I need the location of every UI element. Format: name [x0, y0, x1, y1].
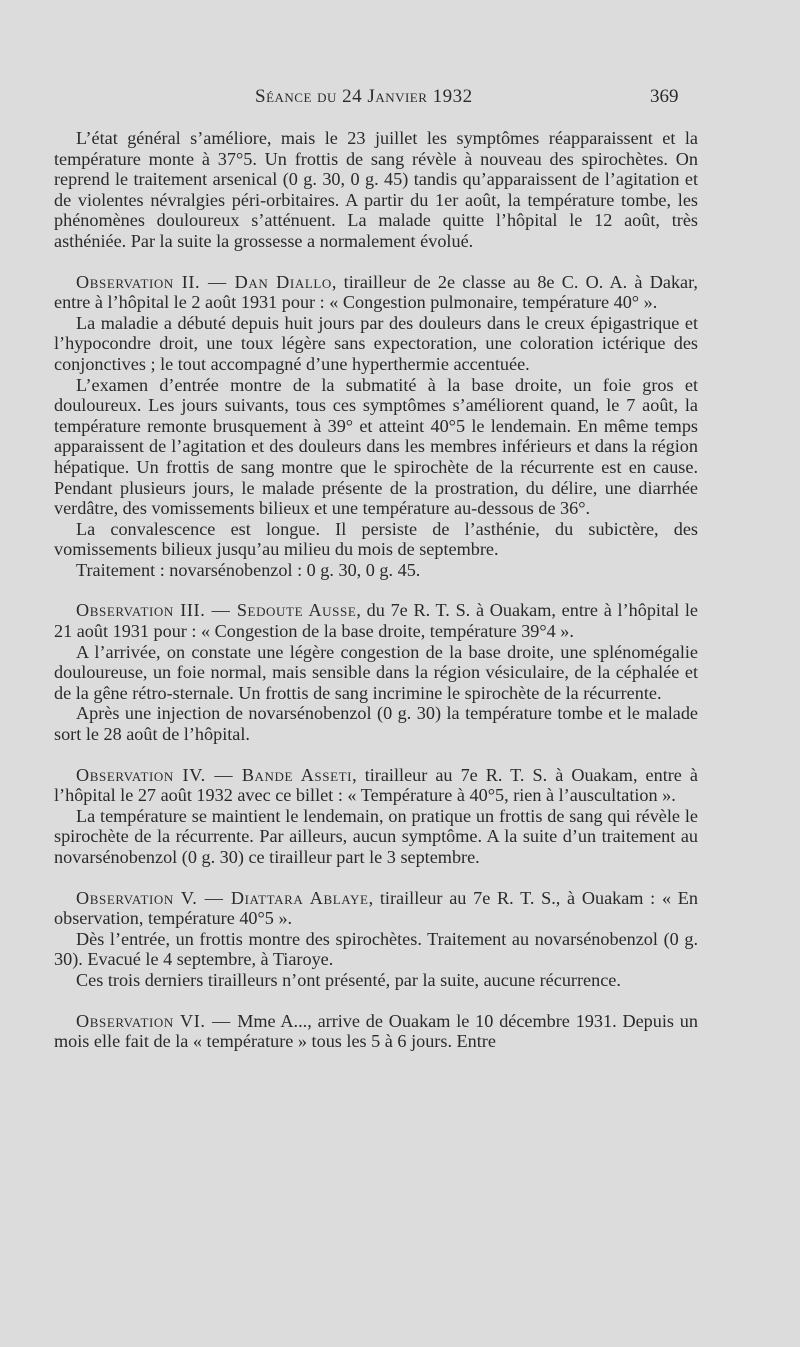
paragraph: Après une injection de novarsénobenzol (0 g. 30) la température tombe et le malade sort le 28 août de l’hôpital.: [54, 703, 698, 745]
observation-4-heading-paragraph: [54, 765, 698, 806]
page-header: [0, 86, 800, 116]
patient-name: Dan Diallo: [234, 271, 332, 292]
observation-label: Observation V. —: [76, 887, 231, 908]
observation-label: Observation IV. —: [76, 764, 242, 785]
observation-label: Observation VI. —: [76, 1010, 238, 1031]
patient-name: Diattara Ablaye: [230, 887, 369, 908]
observation-lead-text: , du 7e R. T. S. à Ouakam, entre à l’hôpital le 21 août 1931 pour : « Congestion de la base droite, température 39°4 ».: [54, 600, 699, 642]
observation-2-heading-paragraph: [54, 272, 698, 313]
observation-lead-text: , tirailleur au 7e R. T. S., à Ouakam : « En observation, température 40°5 ».: [54, 887, 698, 929]
observation-6-heading-paragraph: [54, 1011, 698, 1052]
body-text: [54, 128, 698, 1052]
observation-lead-text: Mme A..., arrive de Ouakam le 10 décembre 1931. Depuis un mois elle fait de la « température » tous les 5 à 6 jours. Entre: [54, 1010, 698, 1052]
paragraph: Traitement : novarsénobenzol : 0 g. 30, 0 g. 45.: [76, 559, 421, 580]
running-head: Séance du 24 Janvier 1932: [255, 86, 473, 107]
paragraph: Dès l’entrée, un frottis montre des spirochètes. Traitement au novarsénobenzol (0 g. 30). Evacué le 4 septembre, à Tiaroye.: [54, 928, 698, 970]
observation-5-heading-paragraph: [54, 888, 698, 929]
patient-name: Sedoute Ausse: [236, 600, 357, 621]
observation-lead-text: , tirailleur de 2e classe au 8e C. O. A. à Dakar, entre à l’hôpital le 2 août 1931 pour : « Congestion pulmonaire, température 40° ».: [54, 271, 698, 313]
observation-3-heading-paragraph: [54, 600, 698, 641]
paragraph: La maladie a débuté depuis huit jours par des douleurs dans le creux épigastrique et l’hypocondre droit, une toux légère sans expectoration, une coloration ictérique des conjonctives ; le tout accompagné d’une hyperthermie accentuée.: [54, 312, 698, 374]
observation-label: Observation II. —: [76, 271, 235, 292]
paragraph: La température se maintient le lendemain, on pratique un frottis de sang qui révèle le spirochète de la récurrente. Par ailleurs, aucun symptôme. A la suite d’un traitement au novarsénobenzol (0 g. 30) ce tirailleur part le 3 septembre.: [54, 805, 698, 867]
paragraph: La convalescence est longue. Il persiste de l’asthénie, du subictère, des vomissements bilieux jusqu’au milieu du mois de septembre.: [54, 518, 698, 560]
observation-lead-text: , tirailleur au 7e R. T. S. à Ouakam, entre à l’hôpital le 27 août 1932 avec ce billet : « Température à 40°5, rien à l’auscultation ».: [54, 764, 698, 806]
paragraph: A l’arrivée, on constate une légère congestion de la base droite, une splénomégalie douloureuse, un foie normal, mais sensible dans la région vésiculaire, de la céphalée et de la gêne rétro-sternale. Un frottis de sang incrimine le spirochète de la récurrente.: [54, 641, 698, 703]
page-number: 369: [650, 86, 679, 107]
paragraph: Ces trois derniers tirailleurs n’ont présenté, par la suite, aucune récurrence.: [76, 969, 621, 990]
patient-name: Bande Asseti: [241, 764, 353, 785]
paragraph-intro: L’état général s’améliore, mais le 23 juillet les symptômes réapparaissent et la température monte à 37°5. Un frottis de sang révèle à nouveau des spirochètes. On reprend le traitement arsenical (0 g. 30, 0 g. 45) tandis qu’apparaissent de l’agitation et de violentes névralgies péri-orbitaires. A partir du 1er août, la température tombe, les phénomènes douloureux s’atténuent. La malade quitte l’hôpital le 12 août, très asthéniée. Par la suite la grossesse a normalement évolué.: [54, 128, 698, 251]
paragraph: L’examen d’entrée montre de la submatité à la base droite, un foie gros et douloureux. Les jours suivants, tous ces symptômes s’améliorent quand, le 7 août, la température remonte brusquement à 39° et atteint 40°5 le lendemain. En même temps apparaissent de l’agitation et des douleurs dans les membres inférieurs et dans la région hépatique. Un frottis de sang montre que le spirochète de la récurrente est en cause. Pendant plusieurs jours, le malade présente de la prostration, du délire, une diarrhée verdâtre, des vomissements bilieux et une température au-dessous de 36°.: [54, 374, 698, 519]
observation-label: Observation III. —: [76, 600, 237, 621]
